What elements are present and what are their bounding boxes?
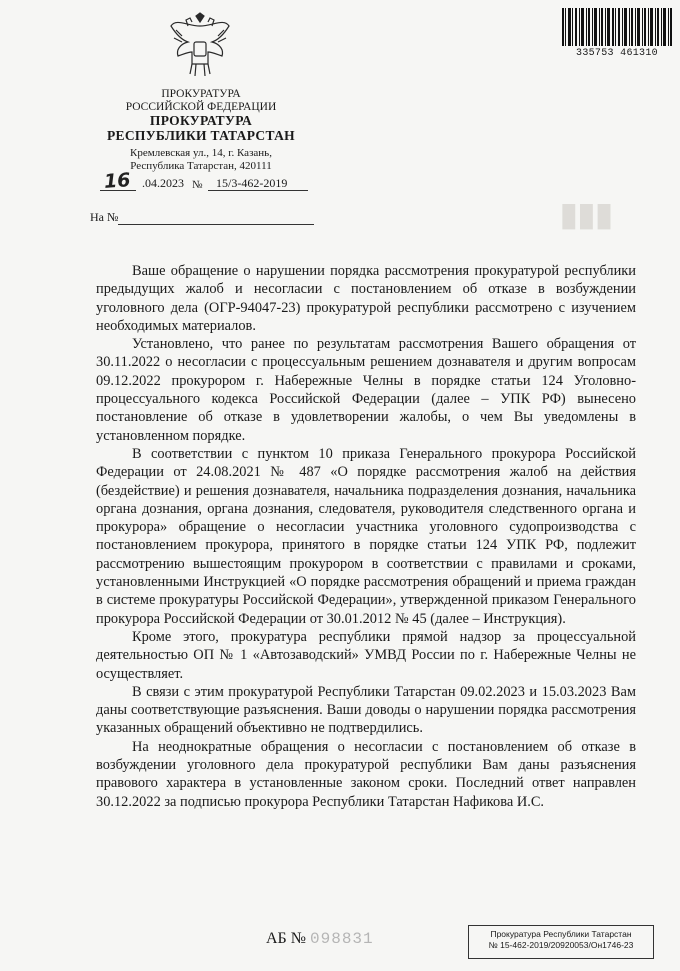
barcode-number: 335753 461310	[576, 48, 658, 59]
bleed-through-mark: ▮▮▮	[560, 196, 613, 232]
handwritten-day: 16	[103, 169, 132, 193]
paragraph: На неоднократные обращения о несогласии с постановлением об отказе в возбуждении уголовного дела прокуратурой республики Вам даны разъяснения правового характера в установленные законом сроки. Последний ответ направлен 30.12.2022 за подписью прокурора Республики Татарстан Нафикова И.С.	[96, 738, 636, 810]
registration-stamp	[468, 925, 654, 959]
stamp-line1: Прокуратура Республики Татарстан	[490, 929, 632, 939]
reference-underline	[118, 224, 314, 225]
letter-body	[96, 262, 636, 811]
number-sign: №	[192, 179, 203, 191]
registration-number: 15/3-462-2019	[216, 176, 288, 190]
address-line2: Республика Татарстан, 420111	[130, 159, 272, 172]
paragraph: В связи с этим прокуратурой Республики Татарстан 09.02.2023 и 15.03.2023 Вам даны соответствующие разъяснения. Ваши доводы о нарушении порядка рассмотрения указанных обращений объективно не подтвердились.	[96, 683, 636, 737]
org-name	[96, 88, 306, 114]
paragraph: Установлено, что ранее по результатам рассмотрения Вашего обращения от 30.11.2022 о несогласии с процессуальным решением дознавателя и другим вопросам 09.12.2022 прокурором г. Набережные Челны в порядке статьи 124 Уголовно-процессуального кодекса Российской Федерации (далее – УПК РФ) вынесено постановление об отказе в удовлетворении жалобы, о чем Вы уведомлены в установленном порядке.	[96, 336, 636, 444]
form-series	[266, 930, 374, 948]
org-line1: ПРОКУРАТУРА	[161, 88, 241, 100]
paragraph: Ваше обращение о нарушении порядка рассмотрения прокуратурой республики предыдущих жалоб и несогласии с постановлением об отказе в возбуждении уголовного дела (ОГР-94047-23) прокуратурой республики рассмотрено с изучением необходимых материалов.	[96, 263, 636, 334]
paragraph: В соответствии с пунктом 10 приказа Генерального прокурора Российской Федерации от 24.08.2021 № 487 «О порядке рассмотрения жалоб на действия (бездействие) и решения дознавателя, начальника подразделения дознания, начальника органа дознания, органа дознания, следователя, руководителя следственного органа и прокурора» обращение о несогласии участника уголовного судопроизводства с постановлением прокурора, принятого в порядке статьи 124 УПК РФ, подлежит рассмотрению вышестоящим прокурором в соответствии с правилами и сроками, установленными Инструкцией «О порядке рассмотрения обращений и приема граждан в системе прокуратуры Российской Федерации», утвержденной приказом Генерального прокурора Российской Федерации от 30.01.2012 № 45 (далее – Инструкция).	[96, 445, 636, 627]
coat-of-arms-icon	[168, 12, 232, 82]
date-number-line	[90, 170, 310, 196]
office-line2: РЕСПУБЛИКИ ТАТАРСТАН	[107, 128, 295, 143]
office-name	[96, 113, 306, 143]
barcode-icon	[560, 8, 674, 46]
document-barcode	[560, 8, 674, 60]
stamp-line2: № 15-462-2019/20920053/Он1746-23	[488, 940, 634, 950]
series-number: 098831	[310, 930, 374, 948]
paragraph: Кроме этого, прокуратура республики прямой надзор за процессуальной деятельностью ОП № 1 «Автозаводский» УМВД России по г. Набережные Челны не осуществляет.	[96, 628, 636, 682]
reference-label: На №	[90, 210, 119, 224]
address-line1: Кремлевская ул., 14, г. Казань,	[130, 147, 272, 159]
date-underline	[100, 190, 136, 191]
letter-date: .04.2023	[142, 176, 184, 190]
number-underline	[208, 190, 308, 191]
office-line1: ПРОКУРАТУРА	[149, 113, 253, 128]
series-label: АБ №	[266, 930, 307, 947]
org-line2: РОССИЙСКОЙ ФЕДЕРАЦИИ	[125, 101, 277, 113]
